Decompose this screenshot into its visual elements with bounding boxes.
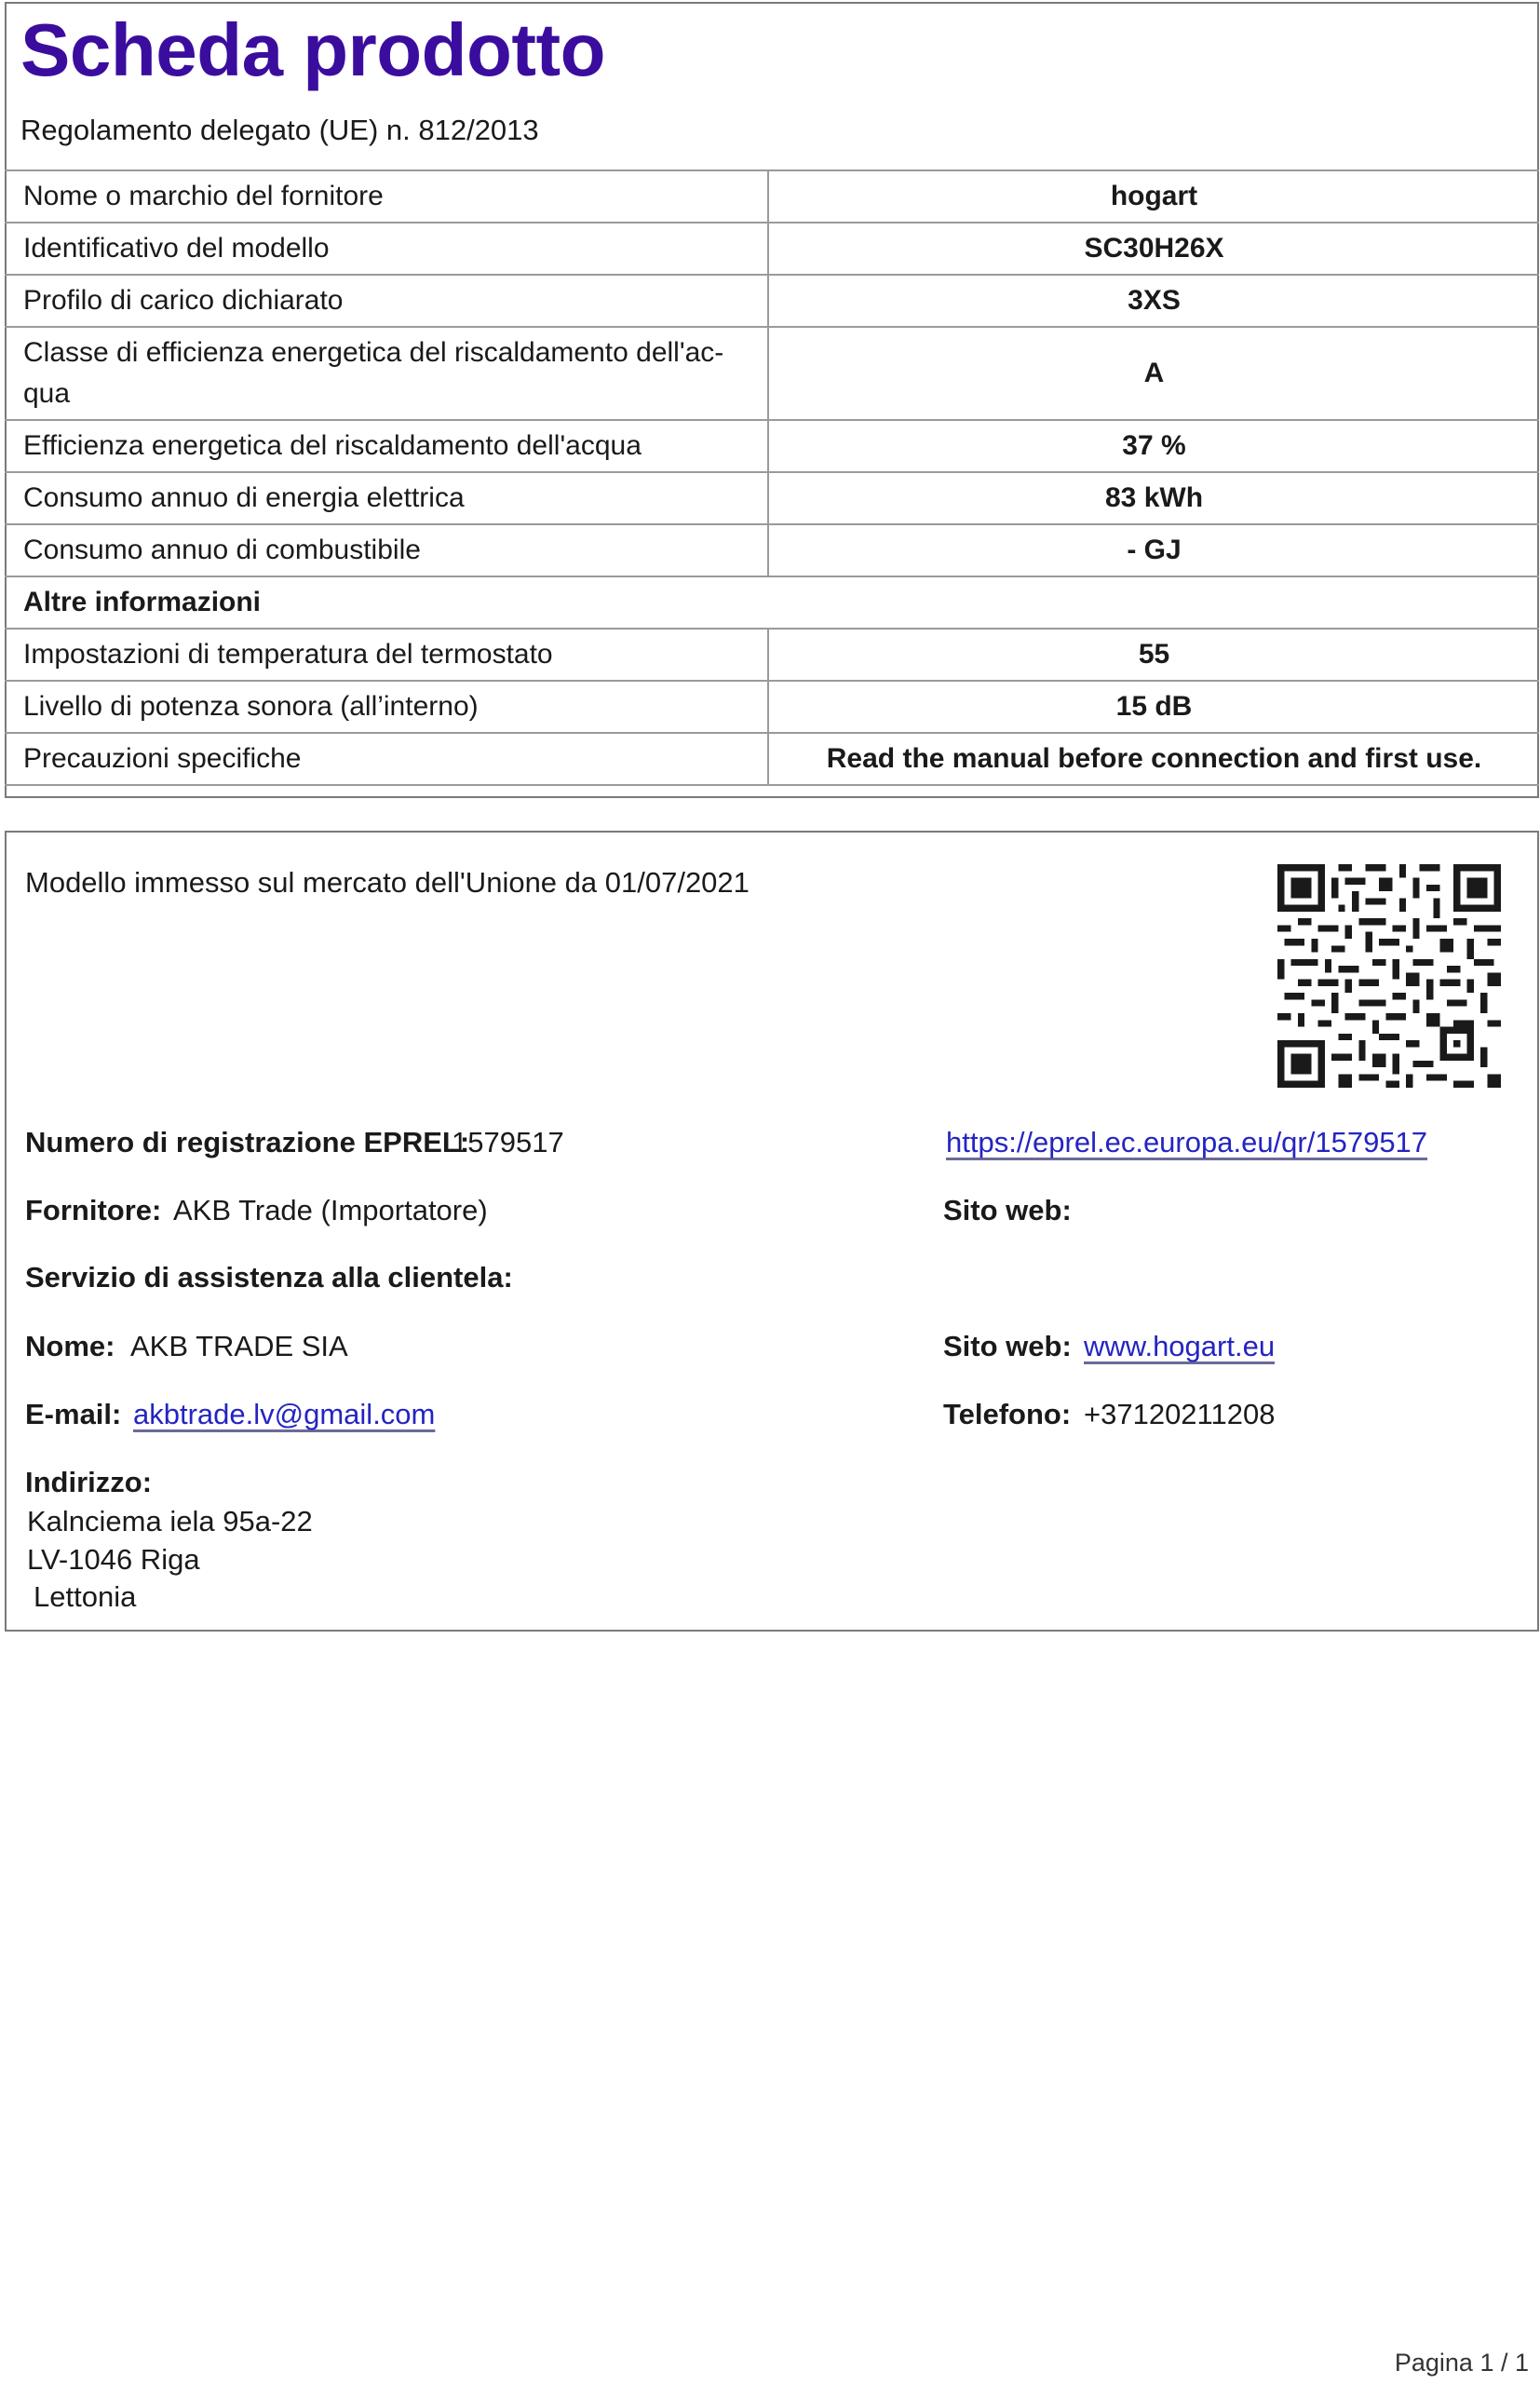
table-row — [5, 327, 1539, 420]
spec-value: 83 kWh — [768, 472, 1539, 524]
spec-label: Livello di potenza sonora (all’interno) — [5, 681, 768, 733]
spec-label: Impostazioni di temperatura del termostato — [5, 629, 768, 681]
table-row — [5, 223, 1539, 275]
spec-label: Profilo di carico dichiarato — [5, 275, 768, 327]
spec-value: - GJ — [768, 524, 1539, 576]
spec-value: 55 — [768, 629, 1539, 681]
section-heading: Altre informazioni — [5, 576, 1539, 629]
qr-code-icon — [1277, 864, 1501, 1088]
supplier-website-label: Sito web: — [943, 1194, 1072, 1226]
spec-table — [5, 169, 1539, 786]
table-row — [5, 170, 1539, 223]
address-line: Lettonia — [34, 1580, 137, 1613]
spec-value: 15 dB — [768, 681, 1539, 733]
table-row — [5, 472, 1539, 524]
spec-label: Identificativo del modello — [5, 223, 768, 275]
phone-value: +37120211208 — [1084, 1398, 1276, 1430]
email-label: E-mail: — [25, 1398, 122, 1430]
spec-label-line: qua — [23, 378, 71, 409]
name-label: Nome: — [25, 1330, 115, 1362]
spec-label: Precauzioni specifiche — [5, 733, 768, 785]
table-row — [5, 524, 1539, 576]
spec-value: 37 % — [768, 420, 1539, 472]
service-website-link[interactable]: www.hogart.eu — [1084, 1330, 1276, 1362]
spec-label: Consumo annuo di energia elettrica — [5, 472, 768, 524]
service-website-label: Sito web: — [943, 1330, 1072, 1362]
table-row — [5, 629, 1539, 681]
table-section-row — [5, 576, 1539, 629]
page-number: Pagina 1 / 1 — [1394, 2349, 1529, 2377]
page-title: Scheda prodotto — [20, 8, 606, 91]
supplier-label: Fornitore: — [25, 1194, 162, 1226]
spec-label-line: Classe di efficienza energetica del riscaldamento dell'ac- — [23, 337, 724, 368]
table-row — [5, 420, 1539, 472]
spec-label: Consumo annuo di combustibile — [5, 524, 768, 576]
spec-label: Nome o marchio del fornitore — [5, 170, 768, 223]
spec-label: Efficienza energetica del riscaldamento dell'acqua — [5, 420, 768, 472]
eprel-registration-label: Numero di registrazione EPREL: — [25, 1126, 470, 1158]
spec-value: hogart — [768, 170, 1539, 223]
address-line: Kalnciema iela 95a-22 — [27, 1505, 313, 1537]
spec-value: SC30H26X — [768, 223, 1539, 275]
spec-value: 3XS — [768, 275, 1539, 327]
address-label: Indirizzo: — [25, 1466, 153, 1498]
table-row — [5, 681, 1539, 733]
market-date-text: Modello immesso sul mercato dell'Unione da 01/07/2021 — [25, 866, 750, 899]
address-line: LV-1046 Riga — [27, 1543, 200, 1576]
supplier-value: AKB Trade (Importatore) — [173, 1194, 488, 1226]
regulation-reference: Regolamento delegato (UE) n. 812/2013 — [20, 114, 539, 146]
email-link[interactable]: akbtrade.lv@gmail.com — [133, 1398, 436, 1430]
spec-value: Read the manual before connection and first use. — [768, 733, 1539, 785]
table-row — [5, 733, 1539, 785]
eprel-link[interactable]: https://eprel.ec.europa.eu/qr/1579517 — [946, 1126, 1428, 1158]
spec-value: A — [768, 327, 1539, 420]
customer-service-heading: Servizio di assistenza alla clientela: — [25, 1261, 513, 1294]
spec-label — [5, 327, 768, 420]
table-row — [5, 275, 1539, 327]
name-value: AKB TRADE SIA — [130, 1330, 348, 1362]
eprel-registration-number: 1579517 — [452, 1126, 564, 1158]
phone-label: Telefono: — [943, 1398, 1072, 1430]
